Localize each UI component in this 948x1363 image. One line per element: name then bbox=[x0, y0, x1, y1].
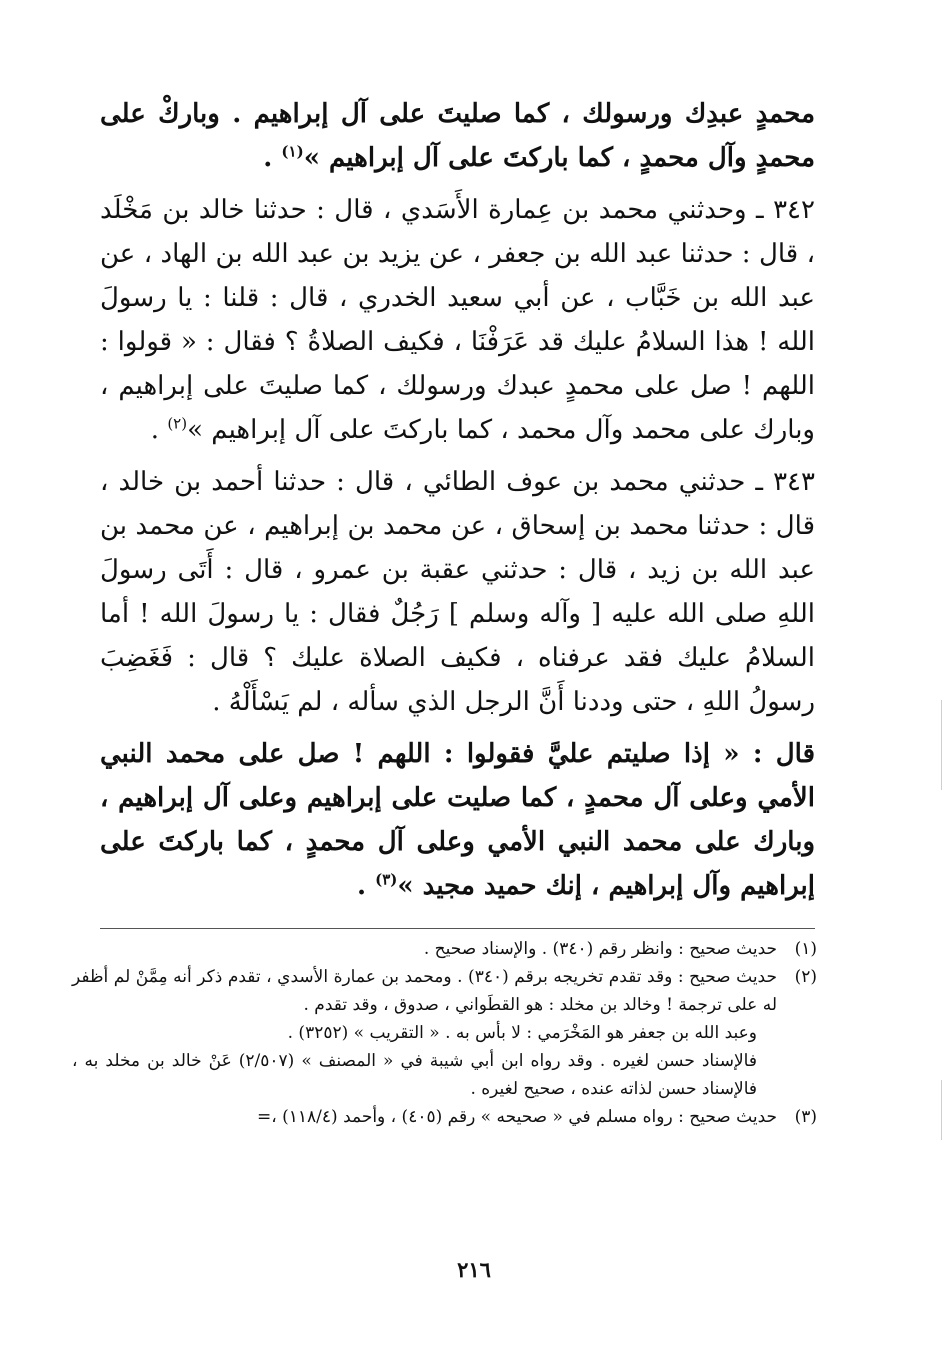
footnote-1-text: حديث صحيح : وانظر رقم (٣٤٠) . والإسناد صحيح . bbox=[423, 939, 777, 959]
paragraph-4 bbox=[100, 732, 815, 908]
paragraph-3 bbox=[100, 460, 815, 724]
paragraph-4-text: قال : « إذا صليتم عليَّ فقولوا : اللهم ! صل على محمد النبي الأمي وعلى آل محمدٍ ، كما صليت على إبراهيم وعلى آل إبراهيم ، وبارك على محمد النبي الأمي وعلى آل محمدٍ ، كما باركتَ على إبراهيم وآل إبراهيم ، إنك حميد مجيد » bbox=[100, 739, 816, 901]
footnote-3-text: حديث صحيح : رواه مسلم في « صحيحه » رقم (٤٠٥) ، وأحمد (١١٨/٤) ،= bbox=[256, 1107, 777, 1127]
paragraph-1-footnote-marker: (١) bbox=[281, 142, 304, 161]
footnote-2-text: حديث صحيح : وقد تقدم تخريجه برقم (٣٤٠) . ومحمد بن عمارة الأسدي ، تقدم ذكر أنه مِمَّنْ لم أظفر له على ترجمة ! وخالد بن مخلد : هو القطَواني ، صدوق ، وقد تقدم . bbox=[72, 967, 777, 1015]
paragraph-3-text: ٣٤٣ ـ حدثني محمد بن عوف الطائي ، قال : حدثنا أحمد بن خالد ، قال : حدثنا محمد بن إسحاق ، عن محمد بن إبراهيم ، عن محمد بن عبد الله بن زيد ، قال : حدثني عقبة بن عمرو ، قال : أَتَى رسولَ اللهِ صلى الله عليه [ وآله وسلم ] رَجُلٌ فقال : يا رسولَ الله ! أما السلامُ عليك فقد عرفناه ، فكيف الصلاة عليك ؟ قال : فَغَضِبَ رسولُ اللهِ ، حتى وددنا أَنَّ الرجل الذي سأله ، لم يَسْأَلْهُ . bbox=[100, 467, 815, 717]
paragraph-4-footnote-marker: (٣) bbox=[375, 870, 398, 889]
paragraph-1-tail: . bbox=[263, 143, 282, 173]
footnote-1 bbox=[72, 935, 817, 963]
paragraph-1 bbox=[100, 92, 815, 180]
paragraph-4-tail: . bbox=[356, 871, 376, 901]
footnote-3 bbox=[72, 1103, 817, 1131]
paragraph-2 bbox=[100, 188, 815, 452]
page-number: ٢١٦ bbox=[457, 1257, 491, 1282]
footnote-2-number: (٢) bbox=[794, 967, 817, 987]
footnote-3-number: (٣) bbox=[794, 1107, 817, 1127]
footnote-1-number: (١) bbox=[794, 939, 817, 959]
paragraph-2-tail: . bbox=[150, 415, 168, 445]
footnote-2-body bbox=[72, 963, 777, 1103]
footnote-divider bbox=[100, 928, 815, 929]
paragraph-2-text: ٣٤٢ ـ وحدثني محمد بن عِمارة الأَسَدي ، قال : حدثنا خالد بن مَخْلَد ، قال : حدثنا عبد الله بن جعفر ، عن يزيد بن عبد الله بن الهاد ، عن عبد الله بن خَبَّاب ، عن أبي سعيد الخدري ، قال : قلنا : يا رسولَ الله ! هذا السلامُ عليك قد عَرَفْنَا ، فكيف الصلاةُ ؟ فقال : « قولوا : اللهم ! صل على محمدٍ عبدك ورسولك ، كما صليتَ على إبراهيم ، وبارك على محمد وآل محمد ، كما باركتَ على آل إبراهيم » bbox=[100, 195, 815, 445]
footnote-2-subtext-1: وعبد الله بن جعفر هو المَخْرَمي : لا بأس به . « التقريب » (٣٢٥٢) . bbox=[287, 1023, 757, 1043]
paragraph-2-footnote-marker: (٢) bbox=[167, 414, 188, 433]
scan-edge-mark bbox=[941, 700, 942, 790]
footnote-2 bbox=[72, 963, 817, 1103]
paragraph-1-text: محمدٍ عبدِك ورسولك ، كما صليتَ على آل إبراهيم . وباركْ على محمدٍ وآل محمدٍ ، كما باركتَ على آل إبراهيم » bbox=[100, 99, 815, 173]
footnote-2-subtext-2: فالإسناد حسن لغيره . وقد رواه ابن أبي شيبة في « المصنف » (٢/٥٠٧) عَنْ خالد بن مخلد به ، فالإسناد حسن لذاته عنده ، صحيح لغيره . bbox=[72, 1051, 757, 1099]
footnotes bbox=[72, 935, 817, 1131]
scan-edge-mark bbox=[941, 1080, 942, 1140]
footnote-1-body bbox=[72, 935, 777, 963]
footnote-3-body bbox=[72, 1103, 777, 1131]
main-text bbox=[100, 92, 815, 908]
